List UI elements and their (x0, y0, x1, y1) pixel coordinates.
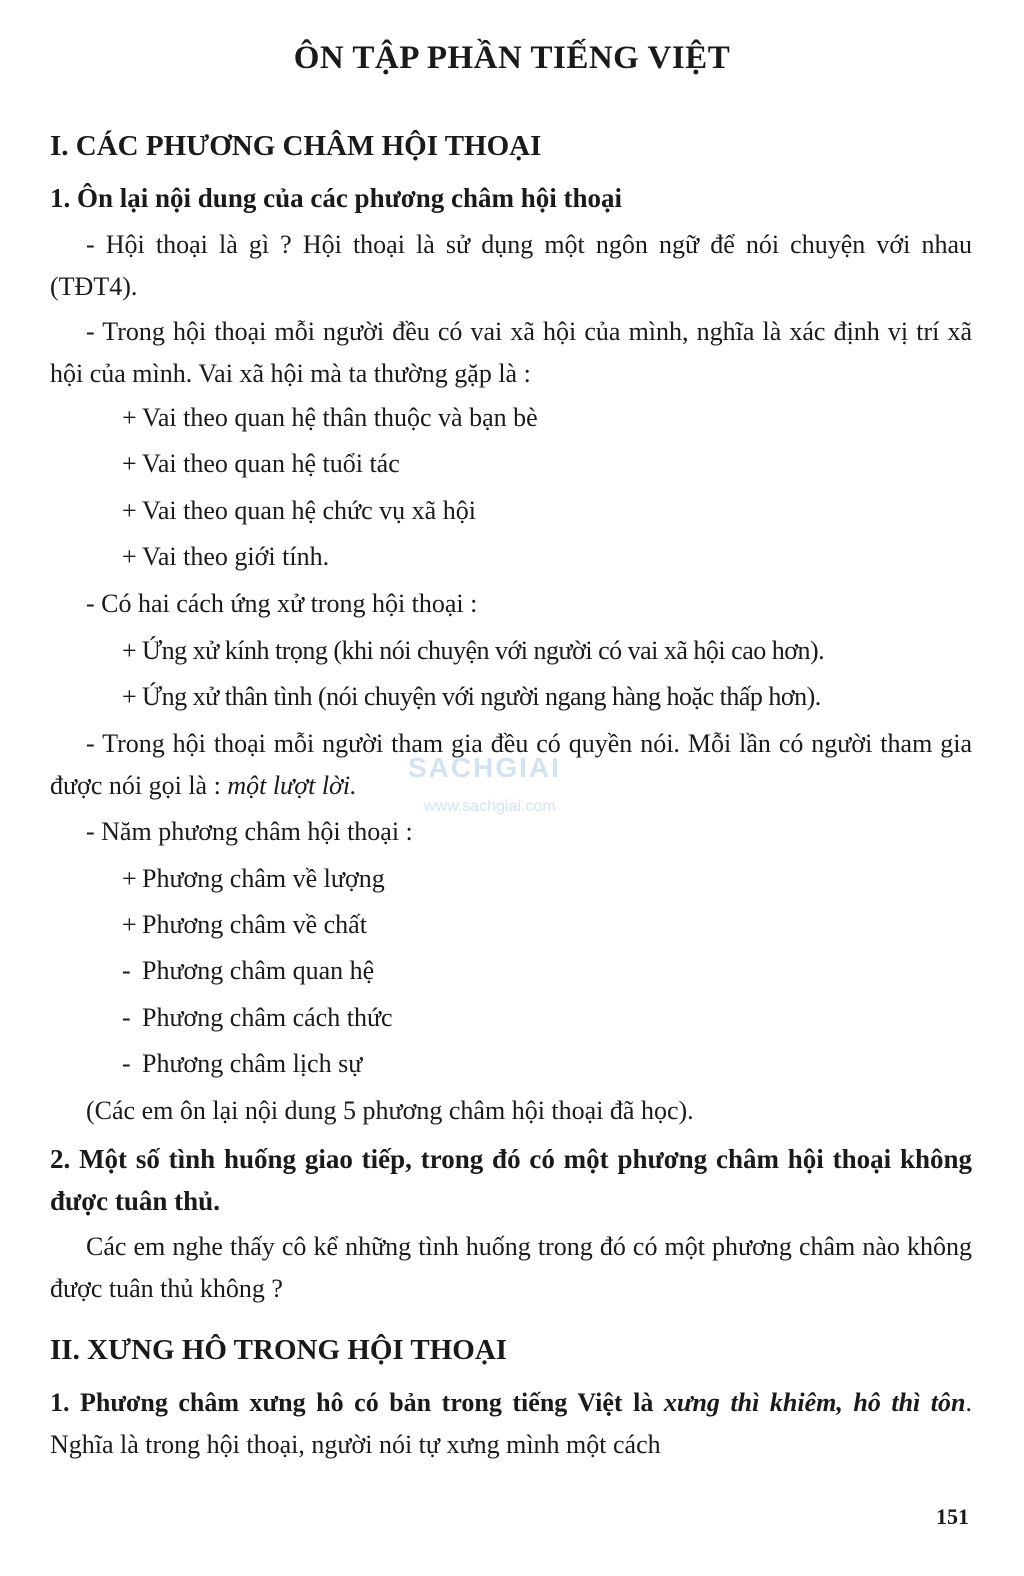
paragraph-maxims-intro: - Năm phương châm hội thoại : (86, 817, 413, 846)
paragraph-situation-question: Các em nghe thấy cô kể những tình huống trong đó có một phương châm nào không được tuân thủ không ? (50, 1232, 972, 1303)
plus-bullet: + (122, 864, 137, 893)
subsection-heading-2: 2. Một số tình huống giao tiếp, trong đó có một phương châm hội thoại không được tuân thủ. (50, 1144, 972, 1216)
plus-bullet: + (122, 496, 137, 525)
term-turn: một lượt lời. (227, 771, 357, 800)
plus-bullet: + (122, 910, 137, 939)
paragraph-address-principle: 1. Phương châm xưng hô có bản trong tiếng Việt là xưng thì khiêm, hô thì tôn. Nghĩa là trong hội thoại, người nói tự xưng mình một cách (50, 1388, 972, 1459)
plus-bullet: + (122, 403, 137, 432)
list-item-role: + Vai theo giới tính. (122, 536, 1002, 578)
plus-bullet: + (122, 449, 137, 478)
section-heading-1: I. CÁC PHƯƠNG CHÂM HỘI THOẠI (50, 130, 542, 162)
term-address-principle: xưng thì khiêm, hô thì tôn (663, 1388, 966, 1417)
dash-bullet: - (122, 956, 131, 985)
plus-bullet: + (122, 542, 137, 571)
dash-bullet: - (122, 1049, 131, 1078)
paragraph-social-roles: - Trong hội thoại mỗi người đều có vai xã hội của mình, nghĩa là xác định vị trí xã hội của mình. Vai xã hội mà ta thường gặp là : (50, 317, 972, 388)
page-title: ÔN TẬP PHẦN TIẾNG VIỆT (293, 40, 731, 76)
plus-bullet: + (122, 636, 137, 665)
list-item-maxim: - Phương châm quan hệ (122, 950, 1002, 992)
list-item-role: + Vai theo quan hệ tuổi tác (122, 443, 1002, 485)
list-item-behavior: + Ứng xử thân tình (nói chuyện với người ngang hàng hoặc thấp hơn). (122, 676, 1002, 718)
list-item-role: + Vai theo quan hệ chức vụ xã hội (122, 490, 1002, 532)
list-item-maxim: - Phương châm lịch sự (122, 1043, 1002, 1085)
list-item-maxim: - Phương châm cách thức (122, 997, 1002, 1039)
list-item-behavior: + Ứng xử kính trọng (khi nói chuyện với người có vai xã hội cao hơn). (122, 630, 1002, 672)
paragraph-review-note: (Các em ôn lại nội dung 5 phương châm hội thoại đã học). (86, 1096, 694, 1125)
section-heading-2: II. XƯNG HÔ TRONG HỘI THOẠI (50, 1334, 508, 1366)
subsection-heading-1: 1. Ôn lại nội dung của các phương châm hội thoại (50, 183, 623, 213)
dash-bullet: - (122, 1003, 131, 1032)
paragraph-dialogue-definition: - Hội thoại là gì ? Hội thoại là sử dụng một ngôn ngữ để nói chuyện với nhau (TĐT4). (50, 230, 972, 301)
page-number: 151 (936, 1504, 969, 1529)
plus-bullet: + (122, 682, 137, 711)
paragraph-behaviors-intro: - Có hai cách ứng xử trong hội thoại : (86, 589, 478, 618)
watermark-url: www.sachgiai.com (424, 798, 556, 815)
list-item-maxim: + Phương châm về lượng (122, 858, 1002, 900)
paragraph-turn-taking: - Trong hội thoại mỗi người tham gia đều có quyền nói. Mỗi lần có người tham gia được nói gọi là : một lượt lời. (50, 729, 972, 800)
list-item-maxim: + Phương châm về chất (122, 904, 1002, 946)
watermark-logo: SACHGIAI (408, 752, 561, 783)
list-item-role: + Vai theo quan hệ thân thuộc và bạn bè (122, 397, 1002, 439)
